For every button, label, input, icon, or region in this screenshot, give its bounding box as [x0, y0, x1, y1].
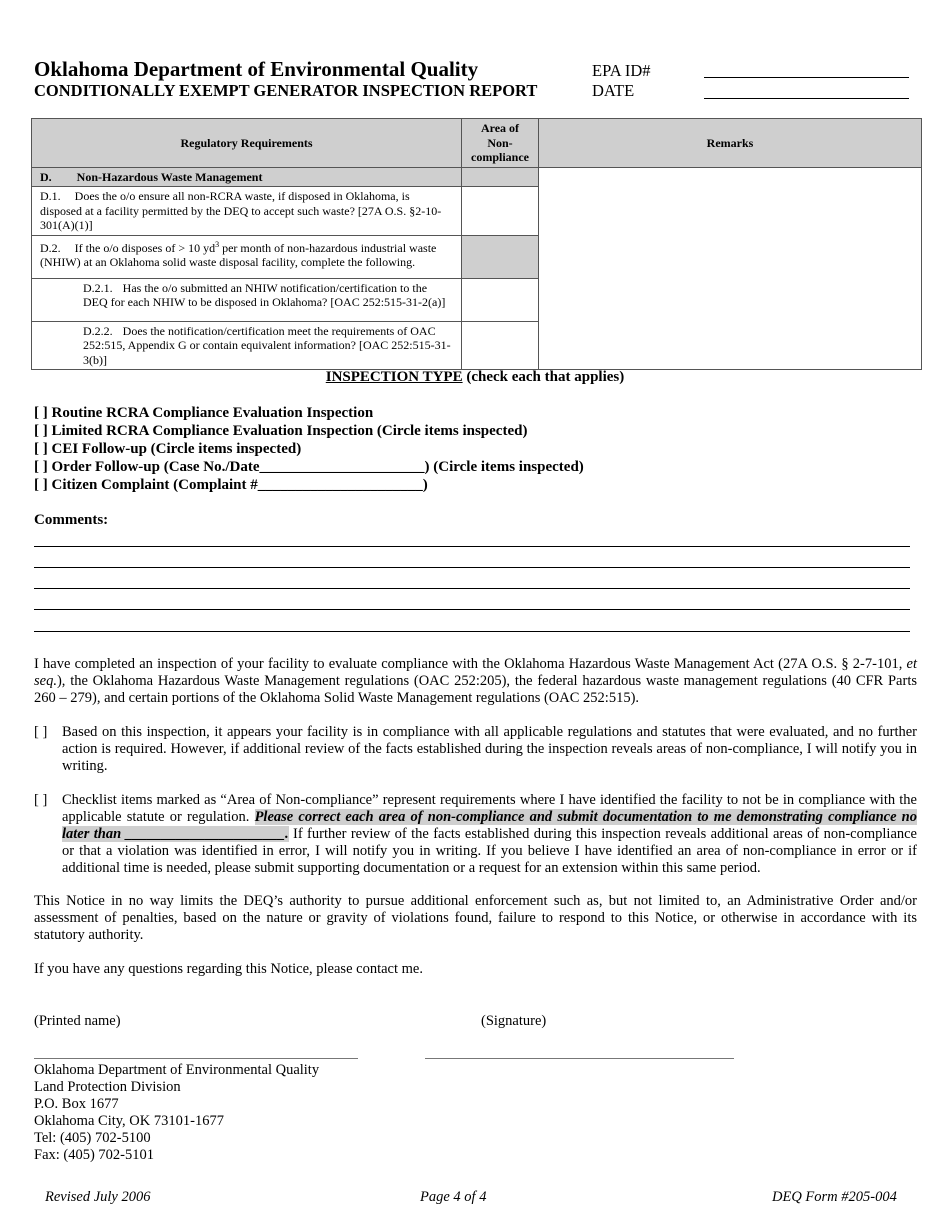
remarks-cell[interactable]	[539, 167, 922, 370]
col-header-remarks: Remarks	[539, 119, 922, 168]
contact-paragraph: If you have any questions regarding this Notice, please contact me.	[34, 961, 423, 977]
address-line: Land Protection Division	[34, 1079, 181, 1095]
row-code: D.2.	[40, 240, 61, 255]
section-area-cell	[462, 167, 539, 187]
area-cell-d21[interactable]	[462, 278, 539, 321]
signature-label: (Signature)	[481, 1013, 547, 1029]
printed-name-line[interactable]	[34, 1058, 358, 1059]
inspection-type-note: (check each that applies)	[462, 369, 625, 385]
col-header-requirements: Regulatory Requirements	[32, 119, 462, 168]
comment-line[interactable]	[34, 532, 910, 547]
comment-line[interactable]	[34, 574, 910, 589]
epa-id-label: EPA ID#	[592, 61, 651, 80]
superscript: 3	[215, 239, 220, 249]
agency-title: Oklahoma Department of Environmental Quality	[34, 57, 479, 81]
printed-name-label: (Printed name)	[34, 1013, 121, 1029]
comment-line[interactable]	[34, 553, 910, 568]
enforcement-paragraph: This Notice in no way limits the DEQ’s authority to pursue additional enforcement such as, but not limited to, an Administrative Order and/or assessment of penalties, based on the nature or gravity of violations found, failure to respond to this Notice, or otherwise in accordance with its statutory authority.	[34, 893, 917, 943]
row-code: D.2.1.	[83, 280, 113, 295]
paragraph-text: Checklist items marked as “Area of Non-compliance” represent requirements where I have identified the facility to not be in compliance with the applicable statute or regulation.	[62, 792, 917, 825]
signature-line[interactable]	[425, 1058, 734, 1059]
section-title: Non-Hazardous Waste Management	[76, 169, 263, 184]
row-text: Does the notification/certification meet the requirements of OAC 252:515, Appendix G or contain equivalent information? [OAC 252:515-31-3(b)]	[83, 323, 451, 367]
address-line: Oklahoma City, OK 73101-1677	[34, 1113, 224, 1129]
epa-id-field[interactable]	[704, 60, 909, 78]
paragraph-text: ), the Oklahoma Hazardous Waste Management regulations (OAC 252:205), the federal hazardous waste management regulations (40 CFR Parts 260 – 279), and certain portions of the Oklahoma Solid Waste Management regulations (OAC 252:515).	[34, 673, 917, 706]
compliance-checkbox[interactable]: [ ]	[34, 724, 48, 740]
phone-line: Tel: (405) 702-5100	[34, 1130, 151, 1146]
row-text: If the o/o disposes of > 10 yd	[74, 240, 216, 255]
area-cell-d1[interactable]	[462, 187, 539, 236]
inspection-type-heading	[0, 369, 950, 386]
date-label: DATE	[592, 81, 635, 100]
section-code: D.	[40, 169, 52, 184]
area-cell-d2	[462, 235, 539, 278]
non-compliance-paragraph	[62, 792, 917, 877]
area-cell-d22[interactable]	[462, 321, 539, 370]
comments-label: Comments:	[34, 512, 109, 528]
requirement-d1	[32, 187, 462, 236]
requirement-d2	[32, 235, 462, 278]
footer-page-number: Page 4 of 4	[420, 1189, 487, 1205]
comment-line[interactable]	[34, 617, 910, 632]
paragraph-text: I have completed an inspection of your facility to evaluate compliance with the Oklahoma Hazardous Waste Management Act (27A O.S. § 2-7-101,	[34, 656, 907, 672]
paragraph-italic: et seq.	[34, 656, 917, 689]
inspection-statement	[34, 656, 917, 707]
option-routine[interactable]: [ ] Routine RCRA Compliance Evaluation Inspection	[34, 405, 374, 421]
inspection-type-options	[34, 404, 584, 494]
row-text: Has the o/o submitted an NHIW notification/certification to the DEQ for each NHIW to be disposed in Oklahoma? [OAC 252:515-31-2(a)]	[83, 280, 446, 309]
date-field[interactable]	[704, 82, 909, 99]
option-cei-followup[interactable]: [ ] CEI Follow-up (Circle items inspected)	[34, 441, 302, 457]
row-code: D.2.2.	[83, 323, 113, 338]
row-code: D.1.	[40, 189, 61, 203]
agency-address	[34, 1062, 319, 1164]
comment-line[interactable]	[34, 595, 910, 610]
inspection-type-title: INSPECTION TYPE	[325, 369, 463, 385]
paragraph-text: If further review of the facts established during this inspection reveals additional areas of non-compliance or that a violation was identified in error, I will notify you in writing. If you believe I have identified an area of non-compliance in error or if additional time is needed, please submit supporting documentation or a request for an extension within this same period.	[62, 826, 917, 876]
highlighted-deadline: Please correct each area of non-compliance and submit documentation to me demonstrating compliance no later than ______________________.	[62, 809, 917, 842]
row-text: per month of non-hazardous industrial waste (NHIW) at an Oklahoma solid waste disposal facility, complete the following.	[40, 240, 437, 269]
option-order-followup[interactable]: [ ] Order Follow-up (Case No./Date______________________) (Circle items inspected)	[34, 459, 584, 475]
option-citizen-complaint[interactable]: [ ] Citizen Complaint (Complaint #______________________)	[34, 477, 428, 493]
compliance-paragraph: Based on this inspection, it appears your facility is in compliance with all applicable regulations and statutes that were evaluated, and no further action is required. However, if additional review of the facts established during the inspection reveals areas of non-compliance, I will notify you in writing.	[62, 724, 917, 774]
requirements-table	[31, 118, 922, 370]
report-title: CONDITIONALLY EXEMPT GENERATOR INSPECTION REPORT	[34, 81, 538, 100]
row-text: Does the o/o ensure all non-RCRA waste, if disposed in Oklahoma, is disposed at a facility permitted by the DEQ to accept such waste? [27A O.S. §2-10-301(A)(1)]	[40, 189, 442, 232]
footer-revised: Revised July 2006	[45, 1189, 151, 1205]
requirement-d21	[32, 278, 462, 321]
address-line: P.O. Box 1677	[34, 1096, 119, 1112]
footer-form-number: DEQ Form #205-004	[772, 1189, 897, 1205]
fax-line: Fax: (405) 702-5101	[34, 1147, 155, 1163]
section-row	[32, 167, 922, 187]
option-limited[interactable]: [ ] Limited RCRA Compliance Evaluation Inspection (Circle items inspected)	[34, 423, 528, 439]
section-heading	[32, 167, 462, 187]
requirement-d22	[32, 321, 462, 370]
address-line: Oklahoma Department of Environmental Quality	[34, 1062, 320, 1078]
non-compliance-checkbox[interactable]: [ ]	[34, 792, 48, 808]
col-header-area: Area of Non-compliance	[462, 119, 539, 168]
table-header-row	[32, 119, 922, 168]
